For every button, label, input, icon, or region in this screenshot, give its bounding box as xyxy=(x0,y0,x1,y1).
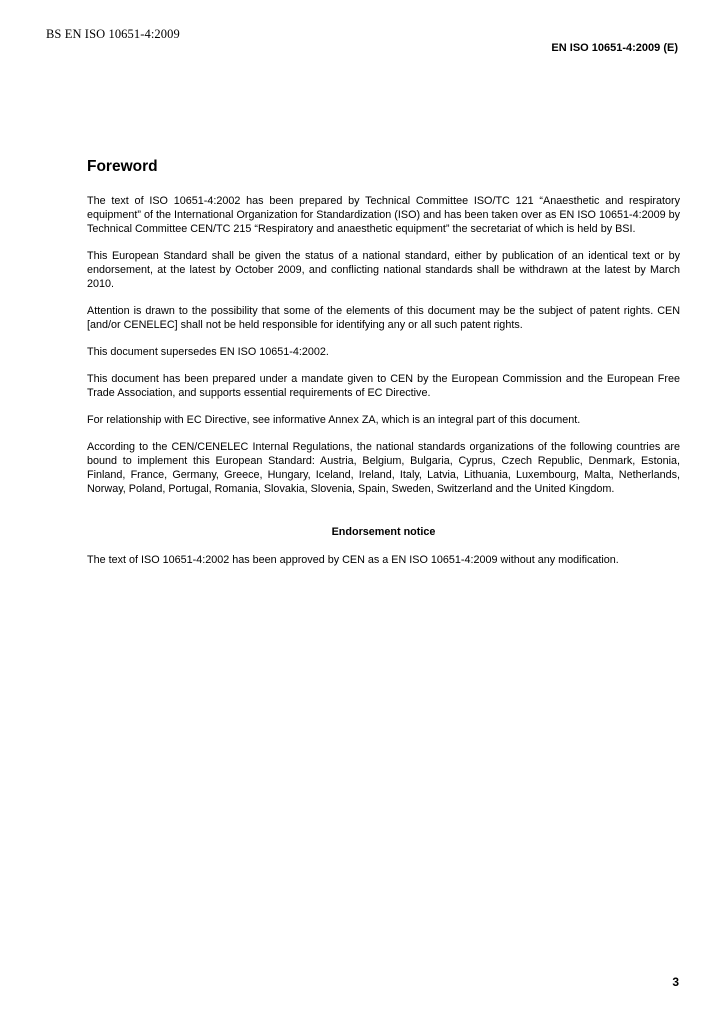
page-number: 3 xyxy=(672,975,679,989)
endorsement-heading: Endorsement notice xyxy=(331,526,436,538)
endorsement-text: The text of ISO 10651-4:2002 has been approved by CEN as a EN ISO 10651-4:2009 without any modification. xyxy=(87,554,619,566)
foreword-paragraph-2: This European Standard shall be given the status of a national standard, either by publication of an identical text or by endorsement, at the latest by October 2009, and conflicting national standards shall be withdrawn at the latest by March 2010. xyxy=(87,250,680,290)
foreword-paragraph-4: This document supersedes EN ISO 10651-4:2002. xyxy=(87,346,329,358)
foreword-paragraph-3: Attention is drawn to the possibility that some of the elements of this document may be the subject of patent rights. CEN [and/or CENELEC] shall not be held responsible for identifying any or all such patent rights. xyxy=(87,305,680,331)
foreword-paragraph-5: This document has been prepared under a mandate given to CEN by the European Commission and the European Free Trade Association, and supports essential requirements of EC Directive. xyxy=(87,373,680,399)
page-content xyxy=(87,157,680,580)
foreword-paragraph-6: For relationship with EC Directive, see informative Annex ZA, which is an integral part of this document. xyxy=(87,414,581,426)
foreword-title: Foreword xyxy=(87,158,158,175)
document-id-left: BS EN ISO 10651-4:2009 xyxy=(46,27,180,41)
foreword-paragraph-7: According to the CEN/CENELEC Internal Regulations, the national standards organizations of the following countries are bound to implement this European Standard: Austria, Belgium, Bulgaria, Cyprus, Czech Republic, Denmark, Estonia, Finland, France, Germany, Greece, Hungary, Iceland, Ireland, Italy, Latvia, Lithuania, Luxembourg, Malta, Netherlands, Norway, Poland, Portugal, Romania, Slovakia, Slovenia, Spain, Sweden, Switzerland and the United Kingdom. xyxy=(87,441,680,495)
document-id-right: EN ISO 10651-4:2009 (E) xyxy=(551,42,678,54)
foreword-paragraph-1: The text of ISO 10651-4:2002 has been prepared by Technical Committee ISO/TC 121 “Anaesthetic and respiratory equipment” of the International Organization for Standardization (ISO) and has been taken over as EN ISO 10651-4:2009 by Technical Committee CEN/TC 215 “Respiratory and anaesthetic equipment” the secretariat of which is held by BSI. xyxy=(87,195,680,235)
